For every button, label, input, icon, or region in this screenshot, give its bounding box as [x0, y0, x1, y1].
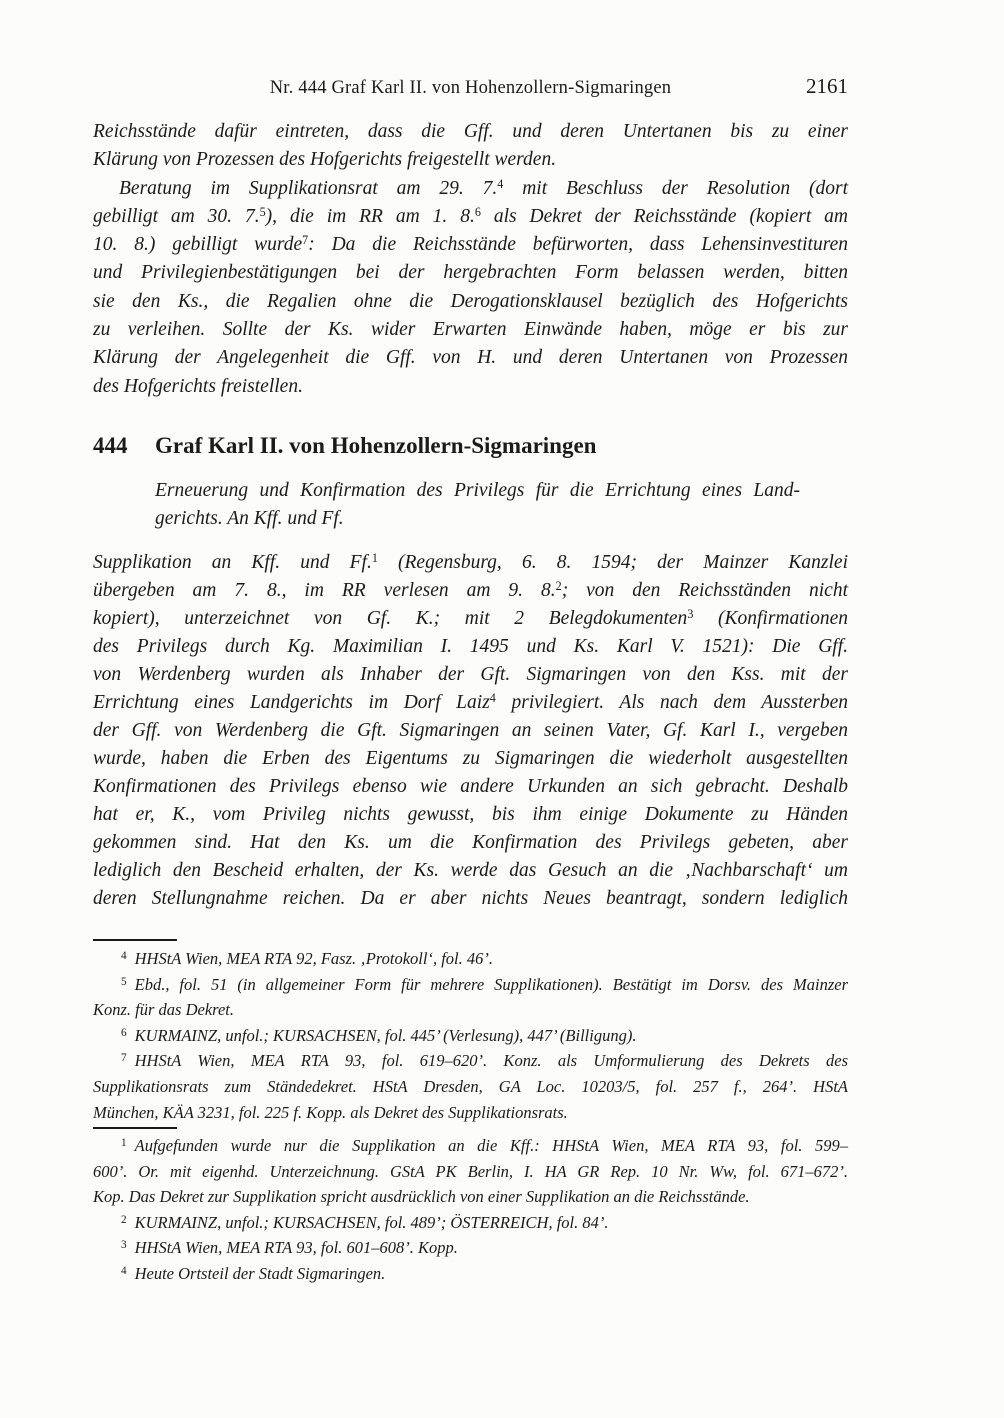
- regest-line: zu verleihen. Sollte der Ks. wider Erwarten Einwände haben, möge er bis zur: [93, 319, 848, 341]
- entry-title: Graf Karl II. von Hohenzollern-Sigmaringen: [155, 433, 597, 458]
- footnote-number: 3: [121, 1239, 127, 1252]
- running-header: [93, 74, 848, 106]
- regest-line: des Hofgerichts freistellen.: [93, 375, 303, 397]
- footnote-number: 6: [121, 1026, 127, 1039]
- footnote-line: Konz. für das Dekret.: [93, 1000, 235, 1020]
- entry-body-line: von Werdenberg wurden als Inhaber der Gft. Sigmaringen von den Kss. mit der: [93, 664, 848, 685]
- footnote-separator: [93, 939, 177, 941]
- footnote-block-regest: [93, 946, 848, 1125]
- footnote-block-entry: [93, 1133, 848, 1287]
- entry-body-line: Konfirmationen des Privilegs ebenso wie andere Urkunden an sich gebracht. Deshalb: [93, 776, 848, 797]
- regest-line: Beratung im Supplikationsrat am 29. 7.$^4$ mit Beschluss der Resolution (dort: [119, 176, 848, 199]
- running-title: Nr. 444 Graf Karl II. von Hohenzollern-Sigmaringen: [269, 78, 672, 98]
- footnote-line: KURMAINZ, unfol.; KURSACHSEN, fol. 489’; ÖSTERREICH, fol. 84’.: [134, 1212, 609, 1232]
- footnote-line: HHStA Wien, MEA RTA 93, fol. 601–608’. Kopp.: [134, 1238, 458, 1258]
- footnote-number: 5: [121, 975, 127, 988]
- footnote-line: Kop. Das Dekret zur Supplikation spricht ausdrücklich von einer Supplikation an die Reichsstände.: [93, 1187, 750, 1207]
- footnote-line: Ebd., fol. 51 (in allgemeiner Form für mehrere Supplikationen). Bestätigt im Dorsv. des Mainzer: [134, 974, 848, 994]
- regest-line: 10. 8.) gebilligt wurde$^7$: Da die Reichsstände befürworten, dass Lehensinvestituren: [93, 233, 848, 256]
- regest-continuation: [93, 118, 848, 401]
- footnote: [93, 1133, 848, 1159]
- regest-line: Reichsstände dafür eintreten, dass die Gff. und deren Untertanen bis zu einer: [93, 121, 848, 142]
- entry-number: 444: [93, 433, 128, 458]
- footnote-number: 1: [121, 1136, 127, 1149]
- footnote-line: HHStA Wien, MEA RTA 93, fol. 619–620’. Konz. als Umformulierung des Dekrets des: [134, 1051, 848, 1071]
- regest-line: Klärung der Angelegenheit die Gff. von H. und deren Untertanen von Prozessen: [93, 347, 848, 369]
- footnote-number: 4: [121, 1264, 127, 1277]
- entry-body-line: Errichtung eines Landgerichts im Dorf Laiz$^4$ privilegiert. Als nach dem Aussterben: [93, 690, 848, 713]
- footnote-line: Supplikationsrats zum Ständedekret. HStA Dresden, GA Loc. 10203/5, fol. 257 f., 264’. HStA: [93, 1076, 848, 1096]
- entry-body-line: gekommen sind. Hat den Ks. um die Konfirmation des Privilegs gebeten, aber: [93, 832, 848, 853]
- footnote: [93, 972, 848, 998]
- regest-line: gebilligt am 30. 7.$^5$), die im RR am 1. 8.$^6$ als Dekret der Reichsstände (kopiert am: [93, 204, 848, 227]
- footnote: [93, 946, 848, 972]
- footnote-line: Heute Ortsteil der Stadt Sigmaringen.: [134, 1263, 386, 1283]
- entry-body-line: Supplikation an Kff. und Ff.$^1$ (Regensburg, 6. 8. 1594; der Mainzer Kanzlei: [93, 550, 848, 573]
- entry-body: [93, 549, 848, 913]
- footnote-line: KURMAINZ, unfol.; KURSACHSEN, fol. 445’ (Verlesung), 447’ (Billigung).: [134, 1025, 637, 1045]
- footnote: [93, 1048, 848, 1074]
- entry-body-line: wurde, haben die Erben des Eigentums zu Sigmaringen die wiederholt ausgestellten: [93, 748, 848, 769]
- footnote: [93, 1235, 848, 1261]
- entry-body-line: übergeben am 7. 8., im RR verlesen am 9. 8.$^2$; von den Reichsständen nicht: [93, 578, 848, 601]
- footnote-line: 600’. Or. mit eigenhd. Unterzeichnung. GStA PK Berlin, I. HA GR Rep. 10 Nr. Ww, fol. 671–672’.: [93, 1161, 848, 1181]
- entry-heading: [93, 431, 848, 461]
- entry-body-line: der Gff. von Werdenberg die Gft. Sigmaringen an seinen Vater, Gf. Karl I., vergeben: [93, 720, 848, 741]
- entry-body-line: kopiert), unterzeichnet von Gf. K.; mit 2 Belegdokumenten$^3$ (Konfirmationen: [93, 606, 848, 629]
- entry-body-line: hat er, K., vom Privileg nichts gewusst, bis ihm einige Dokumente zu Händen: [93, 804, 848, 825]
- footnote-line: Aufgefunden wurde nur die Supplikation an die Kff.: HHStA Wien, MEA RTA 93, fol. 599–: [134, 1136, 848, 1155]
- footnote: [93, 1210, 848, 1236]
- footnote: [93, 1261, 848, 1287]
- page-number: 2161: [806, 74, 848, 98]
- entry-subtitle: [155, 477, 800, 534]
- entry-body-line: deren Stellungnahme reichen. Da er aber nichts Neues beantragt, sondern lediglich: [93, 888, 848, 909]
- footnote: [93, 1023, 848, 1049]
- footnote-line: München, KÄA 3231, fol. 225 f. Kopp. als Dekret des Supplikationsrats.: [93, 1102, 568, 1122]
- footnote-number: 2: [121, 1213, 127, 1226]
- footnote-number: 7: [121, 1052, 127, 1065]
- entry-body-line: des Privilegs durch Kg. Maximilian I. 1495 und Ks. Karl V. 1521): Die Gff.: [93, 636, 848, 657]
- entry-body-line: lediglich den Bescheid erhalten, der Ks. werde das Gesuch an die ‚Nachbarschaft‘ um: [93, 860, 848, 881]
- footnote-number: 4: [121, 949, 127, 962]
- footnote-line: HHStA Wien, MEA RTA 92, Fasz. ‚Protokoll‘, fol. 46’.: [134, 949, 494, 968]
- regest-line: und Privilegienbestätigungen bei der hergebrachten Form belassen werden, bitten: [93, 262, 848, 284]
- footnote-separator: [93, 1127, 177, 1129]
- entry-subtitle-line: gerichts. An Kff. und Ff.: [155, 508, 344, 530]
- entry-subtitle-line: Erneuerung und Konfirmation des Privilegs für die Errichtung eines Land-: [155, 480, 800, 501]
- regest-line: sie den Ks., die Regalien ohne die Derogationsklausel bezüglich des Hofgerichts: [93, 290, 848, 312]
- regest-line: Klärung von Prozessen des Hofgerichts freigestellt werden.: [93, 149, 557, 171]
